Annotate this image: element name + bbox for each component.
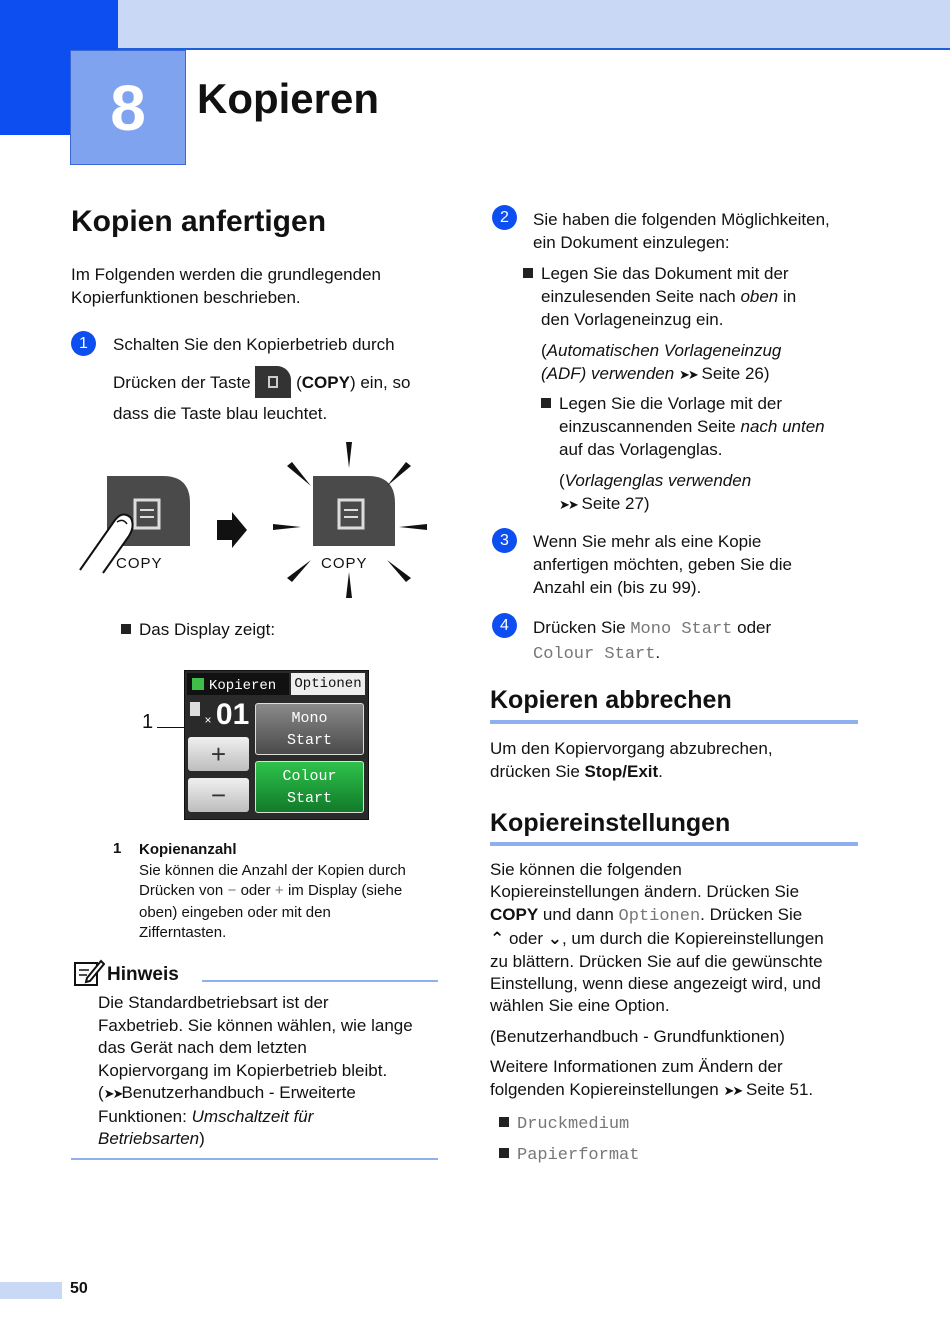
double-arrow-icon: ➤➤ — [723, 1082, 742, 1098]
header-rule — [118, 48, 950, 50]
hinweis-top-rule — [202, 980, 438, 982]
legend-text: Kopienanzahl Sie können die Anzahl der Kopien durch Drücken von − oder + im Display (siehe oben) eingeben oder mit den Zifferntasten. — [139, 841, 406, 941]
step-1-text: Schalten Sie den Kopierbetrieb durch Drücken der Taste (COPY) ein, so dass die Taste blau leuchtet. — [113, 335, 411, 423]
double-arrow-icon: ➤➤ — [559, 497, 577, 512]
chapter-title: Kopieren — [197, 75, 380, 122]
bullet-square-icon — [499, 1117, 509, 1127]
step-2-text: Sie haben die folgenden Möglichkeiten, ein Dokument einzulegen: — [533, 210, 830, 252]
document-icon — [190, 702, 200, 716]
copy-label-after: COPY — [321, 555, 368, 572]
chevron-up-icon: ⌃ — [490, 929, 505, 949]
step-4-marker: 4 — [492, 613, 517, 638]
step-2-bullet-glass: Legen Sie die Vorlage mit der einzuscannenden Seite nach unten auf das Vorlagenglas. (Vorlagenglas verwenden ➤➤ Seite 27) — [559, 392, 869, 516]
chevron-down-icon: ⌄ — [547, 929, 562, 949]
section-rule-abbrechen — [490, 720, 858, 724]
section-rule-einstellungen — [490, 842, 858, 846]
step-1-marker: 1 — [71, 331, 96, 356]
copy-key-icon — [255, 366, 291, 398]
hinweis-bottom-rule — [71, 1158, 438, 1160]
lcd-tab-kopieren[interactable]: Kopieren — [187, 673, 289, 695]
hinweis-title: Hinweis — [107, 964, 179, 985]
bullet-square-icon — [541, 398, 551, 408]
step-3-marker: 3 — [492, 528, 517, 553]
copy-mode-icon — [192, 678, 204, 690]
lcd-mono-start-button[interactable]: Mono Start — [255, 703, 364, 755]
section-heading-kopiereinstellungen: Kopiereinstellungen — [490, 809, 731, 837]
lcd-plus-button[interactable]: + — [188, 737, 249, 771]
legend-number: 1 — [113, 840, 122, 857]
display-bullet: Das Display zeigt: — [121, 618, 275, 641]
option-papierformat: Papierformat — [499, 1142, 639, 1167]
note-pencil-icon — [73, 958, 105, 988]
step-2-marker: 2 — [492, 205, 517, 230]
copy-label-before: COPY — [116, 555, 163, 572]
page-number: 50 — [70, 1280, 88, 1297]
step-4-text: Drücken Sie Mono Start oder Colour Start. — [533, 618, 772, 664]
copy-key-lit-icon — [273, 442, 427, 598]
bullet-square-icon — [523, 268, 533, 278]
abbrechen-text: Um den Kopiervorgang abzubrechen, drücken Sie Stop/Exit. — [490, 739, 773, 781]
arrow-right-icon — [217, 512, 247, 548]
lcd-colour-start-button[interactable]: Colour Start — [255, 761, 364, 813]
double-arrow-icon: ➤➤ — [678, 367, 697, 382]
hinweis-text: Die Standardbetriebsart ist der Faxbetrieb. Sie können wählen, wie lange das Gerät nach dem letzten Kopiervorgang im Kopierbetrieb bleibt. (➤➤Benutzerhandbuch - Erweiterte Funktionen: Umschaltzeit für Betriebsarten) — [98, 993, 413, 1148]
lcd-display — [184, 670, 369, 820]
section-heading-kopieren-abbrechen: Kopieren abbrechen — [490, 686, 732, 714]
footer-band — [0, 1282, 62, 1299]
chapter-number: 8 — [70, 50, 186, 165]
double-arrow-icon: ➤➤ — [103, 1086, 122, 1101]
step-2-bullet-adf: Legen Sie das Dokument mit der einzulesenden Seite nach oben in den Vorlageneinzug ein. (Automatischen Vorlageneinzug (ADF) verwenden ➤➤ Seite 26) — [541, 262, 861, 386]
copy-key-illustration — [75, 438, 445, 603]
lcd-callout-number: 1 — [142, 711, 154, 733]
lcd-minus-button[interactable]: − — [188, 778, 249, 812]
option-druckmedium: Druckmedium — [499, 1111, 629, 1136]
einstellungen-text: Sie können die folgenden Kopiereinstellungen ändern. Drücken Sie COPY und dann Optionen. Drücken Sie ⌃ oder ⌄, um durch die Kopiereinstellungen zu blättern. Drücken Sie auf die gewünschte Einstellung, wenn diese angezeigt wird, und wählen Sie eine Option. (Benutzerhandbuch - Grundfunktionen) Weitere Informationen zum Ändern der folgenden Kopiereinstellungen ➤➤ Seite 51. — [490, 860, 824, 1099]
bullet-square-icon — [499, 1148, 509, 1158]
lcd-copy-count: × 01 — [187, 698, 251, 734]
section-heading-kopien-anfertigen: Kopien anfertigen — [71, 205, 327, 238]
intro-text: Im Folgenden werden die grundlegenden Kopierfunktionen beschrieben. — [71, 265, 382, 307]
lcd-tab-optionen[interactable]: Optionen — [291, 673, 365, 695]
bullet-square-icon — [121, 624, 131, 634]
header-band — [118, 0, 950, 48]
step-3-text: Wenn Sie mehr als eine Kopie anfertigen möchten, geben Sie die Anzahl ein (bis zu 99). — [533, 532, 792, 597]
